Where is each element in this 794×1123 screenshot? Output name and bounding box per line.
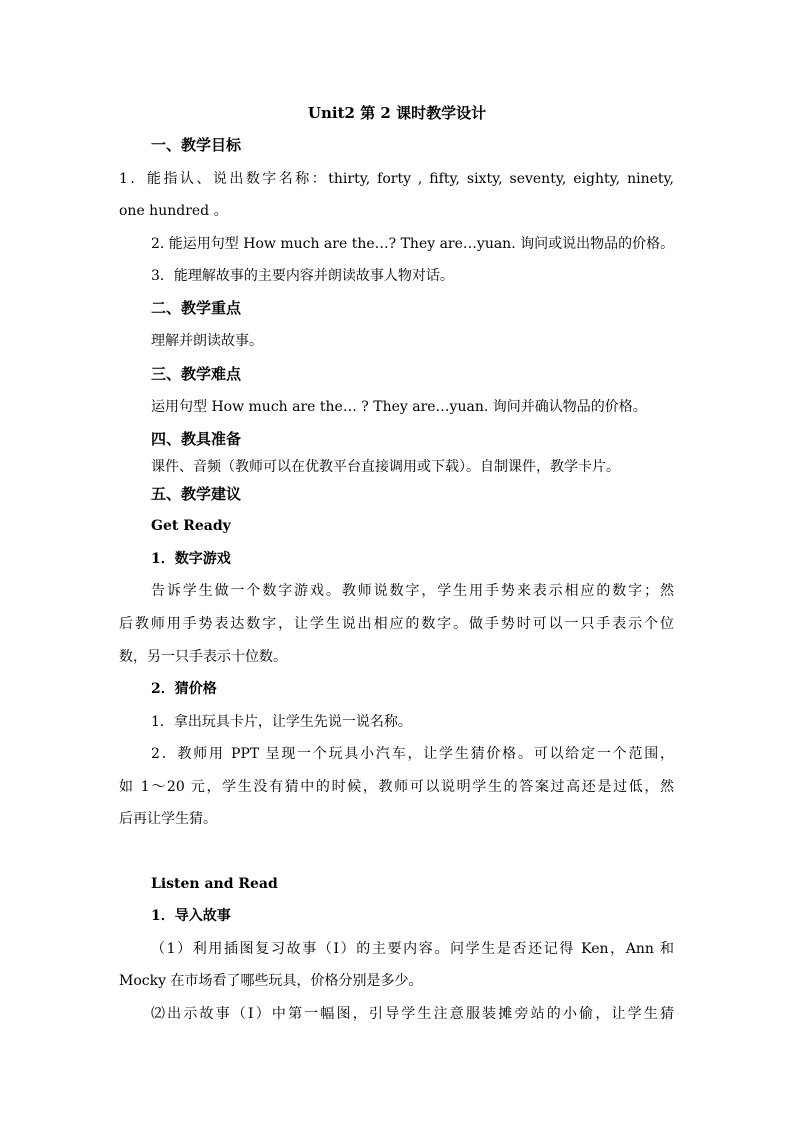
guess-price-item-2-line-1: 2．教师用 PPT 呈现一个玩具小汽车，让学生猜价格。可以给定一个范围，	[151, 746, 674, 762]
objective-item-3: 3．能理解故事的主要内容并朗读故事人物对话。	[151, 268, 454, 284]
guess-price-item-2-line-3: 后再让学生猜。	[119, 811, 217, 827]
section-heading-suggestions: 五、教学建议	[151, 485, 242, 503]
page-title: Unit2 第 2 课时教学设计	[307, 104, 487, 122]
section-heading-difficulties: 三、教学难点	[151, 365, 242, 383]
key-points-text: 理解并朗读故事。	[151, 333, 263, 349]
objective-item-1-line-1: 1．能指认、说出数字名称：thirty, forty , fifty, sixty, seventy, eighty, ninety,	[119, 171, 674, 187]
section-heading-materials: 四、教具准备	[151, 430, 242, 448]
number-game-line-2: 后教师用手势表达数字，让学生说出相应的数字。做手势时可以一只手表示个位	[119, 616, 674, 632]
subheading-number-game: 1．数字游戏	[151, 551, 231, 567]
subheading-listen-and-read: Listen and Read	[151, 876, 278, 892]
intro-item-1-line-2: Mocky 在市场看了哪些玩具，价格分别是多少。	[119, 973, 423, 989]
intro-item-1-line-1: （1）利用插图复习故事（I）的主要内容。问学生是否还记得 Ken，Ann 和	[151, 941, 674, 957]
subheading-get-ready: Get Ready	[151, 518, 231, 534]
intro-item-2-line-1: ⑵出示故事（I）中第一幅图，引导学生注意服装摊旁站的小偷，让学生猜	[151, 1006, 674, 1022]
number-game-line-3: 数，另一只手表示十位数。	[119, 649, 287, 665]
objective-item-1-line-2: one hundred 。	[119, 203, 228, 219]
number-game-line-1: 告诉学生做一个数字游戏。教师说数字，学生用手势来表示相应的数字；然	[151, 583, 674, 599]
subheading-guess-price: 2．猜价格	[151, 681, 217, 697]
guess-price-item-2-line-2: 如 1～20 元，学生没有猜中的时候，教师可以说明学生的答案过高还是过低，然	[119, 779, 674, 795]
objective-item-2: 2. 能运用句型 How much are the…? They are…yuan. 询问或说出物品的价格。	[151, 236, 675, 252]
guess-price-item-1: 1．拿出玩具卡片，让学生先说一说名称。	[151, 714, 412, 730]
section-heading-key-points: 二、教学重点	[151, 299, 242, 317]
difficulties-text: 运用句型 How much are the… ? They are…yuan. 询问并确认物品的价格。	[151, 399, 647, 415]
section-heading-objectives: 一、教学目标	[151, 136, 242, 154]
subheading-intro-story: 1．导入故事	[151, 908, 231, 924]
materials-text: 课件、音频（教师可以在优教平台直接调用或下载）。自制课件，教学卡片。	[151, 459, 620, 475]
